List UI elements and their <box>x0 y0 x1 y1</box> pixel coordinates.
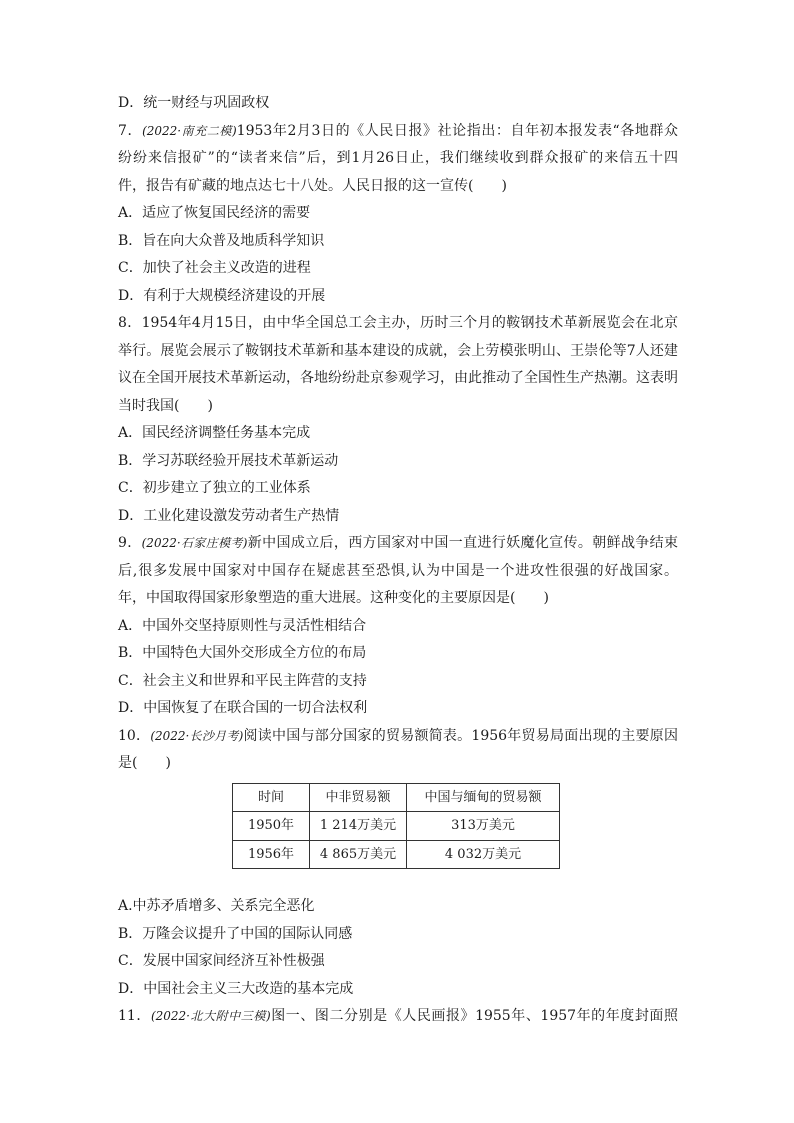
q11-stem-text-1: 图一、图二分别是《人民画报》1955年、1957年的年度封面照 <box>270 1008 678 1024</box>
q9-stem-text-1: 新中国成立后，西方国家对中国一直进行妖魔化宣传。朝鲜战争结束 <box>247 535 678 551</box>
q9-option-a: A．中国外交坚持原则性与灵活性相结合 <box>118 617 367 634</box>
q8-option-d: D．工业化建设激发劳动者生产热情 <box>118 507 340 524</box>
q9-option-b: B．中国特色大国外交形成全方位的布局 <box>118 645 367 661</box>
table-row <box>233 840 560 869</box>
q10-source: (2022·长沙月考) <box>150 728 244 743</box>
trade-table-header-myanmar: 中国与缅甸的贸易额 <box>407 783 560 812</box>
q7-stem-line-2: 纷纷来信报矿”的“读者来信”后，到1月26日止，我们继续收到群众报矿的来信五十四 <box>118 150 678 166</box>
q10-option-d: D．中国社会主义三大改造的基本完成 <box>118 980 354 997</box>
q7-source: (2022·南充二模) <box>142 123 237 138</box>
q10-stem-line-1 <box>118 723 678 751</box>
table-row <box>233 812 560 841</box>
trade-table-cell-myanmar-1956: 4 032万美元 <box>407 840 560 869</box>
q10-stem-line-2: 是( ) <box>118 755 171 771</box>
q8-option-a: A．国民经济调整任务基本完成 <box>118 425 311 441</box>
q7-number: 7． <box>118 122 143 139</box>
trade-table-cell-year-1950: 1950年 <box>233 812 310 841</box>
trade-table <box>232 783 560 870</box>
q9-stem-line-3: 年，中国取得国家形象塑造的重大进展。这种变化的主要原因是( ) <box>118 590 549 606</box>
q8-option-c: C．初步建立了独立的工业体系 <box>118 480 311 496</box>
q8-option-b: B．学习苏联经验开展技术革新运动 <box>118 452 339 469</box>
q8-stem-line-4: 当时我国( ) <box>118 397 213 414</box>
q7-stem-line-1 <box>118 118 678 146</box>
trade-table-cell-myanmar-1950: 313万美元 <box>407 812 560 841</box>
q11-source: (2022·北大附中三模) <box>150 1009 271 1023</box>
trade-table-cell-africa-1956: 4 865万美元 <box>310 840 407 869</box>
q7-option-d: D．有利于大规模经济建设的开展 <box>118 287 326 304</box>
exam-page <box>118 90 678 1031</box>
q9-source: (2022·石家庄模考) <box>141 536 248 550</box>
q10-option-c: C．发展中国家间经济互补性极强 <box>118 953 325 969</box>
q8-stem-line-1: 8．1954年4月15日，由中华全国总工会主办，历时三个月的鞍钢技术革新展览会在北京 <box>118 315 678 331</box>
q10-number: 10． <box>118 727 151 744</box>
q7-option-c: C．加快了社会主义改造的进程 <box>118 260 311 276</box>
q9-stem-line-1 <box>118 530 678 558</box>
q9-stem-line-2: 后,很多发展中国家对中国存在疑虑甚至恐惧,认为中国是一个进攻性很强的好战国家。 <box>118 562 678 579</box>
q10-stem-text-1: 阅读中国与部分国家的贸易额简表。1956年贸易局面出现的主要原因 <box>243 727 678 744</box>
q8-stem-line-2: 举行。展览会展示了鞍钢技术革新和基本建设的成就，会上劳模张明山、王崇伦等7人还建 <box>118 342 678 359</box>
trade-table-header-africa: 中非贸易额 <box>310 783 407 812</box>
q7-option-b: B．旨在向大众普及地质科学知识 <box>118 232 325 249</box>
q10-option-b: B．万隆会议提升了中国的国际认同感 <box>118 925 353 942</box>
q7-option-a: A．适应了恢复国民经济的需要 <box>118 205 311 221</box>
q7-stem-line-3: 件，报告有矿藏的地点达七十八处。人民日报的这一宣传( ) <box>118 177 507 194</box>
trade-table-cell-africa-1950: 1 214万美元 <box>310 812 407 841</box>
q10-option-a: A.中苏矛盾增多、关系完全恶化 <box>118 898 315 914</box>
trade-table-header-row <box>233 783 560 812</box>
trade-table-cell-year-1956: 1956年 <box>233 840 310 869</box>
q7-stem-text-1: 1953年2月3日的《人民日报》社论指出：自年初本报发表“各地群众 <box>236 122 678 139</box>
q11-stem-line-1 <box>118 1003 678 1031</box>
q9-number: 9． <box>118 535 142 551</box>
q9-option-d: D．中国恢复了在联合国的一切合法权利 <box>118 700 368 716</box>
q9-option-c: C．社会主义和世界和平民主阵营的支持 <box>118 672 367 689</box>
q11-number: 11． <box>118 1008 151 1024</box>
trade-table-wrapper <box>232 783 678 870</box>
trade-table-header-time: 时间 <box>233 783 310 812</box>
q6-option-d: D．统一财经与巩固政权 <box>118 95 270 111</box>
q8-stem-line-3: 议在全国开展技术革新运动，各地纷纷赴京参观学习，由此推动了全国性生产热潮。这表明 <box>118 370 678 386</box>
